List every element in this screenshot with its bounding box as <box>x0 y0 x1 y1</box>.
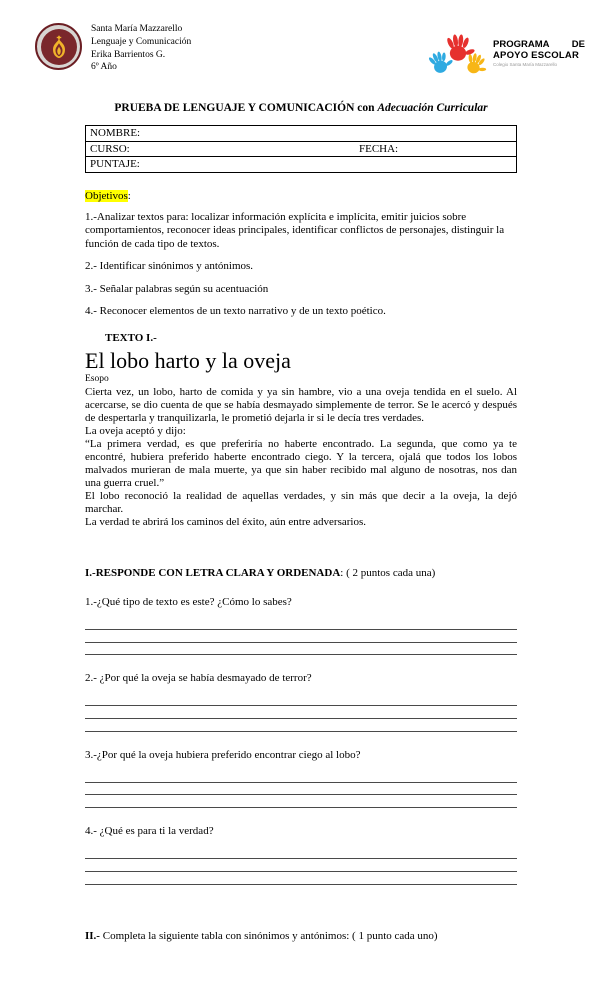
answer-line <box>85 770 517 783</box>
curso-label: CURSO: <box>90 142 130 155</box>
answer-line <box>85 719 517 732</box>
school-info <box>91 23 191 74</box>
story-paragraph-1: Cierta vez, un lobo, harto de comida y ya sin hambre, vio a una oveja tendida en el suelo. Al acercarse, se dio cuenta de que se había desmayado simplemente de terror. Se le acercó y después de despertarla y tranquilizarla, le prometió dejarla ir si le decía tres verdades. <box>85 386 517 425</box>
program-line-2: APOYO ESCOLAR <box>493 50 579 61</box>
objective-item-3: 3.- Señalar palabras según su acentuación <box>85 282 269 295</box>
curso-fecha-row <box>86 142 516 158</box>
program-subtitle: Colegio Santa María Mazzarello <box>493 62 558 67</box>
objectives-label-highlighted: Objetivos <box>85 189 128 202</box>
story-paragraph-4: El lobo reconoció la realidad de aquellas verdades, y sin más que decir a la oveja, la dejó marchar. <box>85 490 517 516</box>
answer-line <box>85 859 517 872</box>
document-header <box>0 0 603 76</box>
school-crest-icon <box>35 23 82 70</box>
document-body <box>0 102 603 942</box>
question-3-text: 3.-¿Por qué la oveja hubiera preferido encontrar ciego al lobo? <box>85 748 361 761</box>
question-block-1 <box>85 596 517 655</box>
student-info-table <box>85 125 517 173</box>
answer-line <box>85 693 517 706</box>
subject-name: Lenguaje y Comunicación <box>91 36 192 47</box>
document-title <box>85 102 517 114</box>
question-2-text: 2.- ¿Por qué la oveja se había desmayado de terror? <box>85 672 312 685</box>
puntaje-row <box>86 157 516 172</box>
question-2-answer-lines <box>85 693 517 731</box>
section-1-heading-bold: I.-RESPONDE CON LETRA CLARA Y ORDENADA <box>85 567 341 580</box>
teacher-name: Erika Barrientos G. <box>91 49 166 60</box>
answer-line <box>85 846 517 859</box>
objective-item-2: 2.- Identificar sinónimos y antónimos. <box>85 260 254 273</box>
story-paragraph-5: La verdad te abrirá los caminos del éxito, aún entre adversarios. <box>85 516 366 529</box>
story-author: Esopo <box>85 374 109 385</box>
program-word-2: DE <box>571 39 585 50</box>
question-4-answer-lines <box>85 846 517 884</box>
grade-level: 6º Año <box>91 62 117 73</box>
fecha-label: FECHA: <box>359 142 399 155</box>
question-1-answer-lines <box>85 617 517 655</box>
question-1-text: 1.-¿Qué tipo de texto es este? ¿Cómo lo sabes? <box>85 596 292 609</box>
objective-item-4: 4.- Reconocer elementos de un texto narrativo y de un texto poético. <box>85 305 386 318</box>
flame-heart-icon <box>49 35 69 59</box>
handprints-icon <box>427 30 489 76</box>
story-text <box>85 386 517 529</box>
section-1-heading-rest: : ( 2 puntos cada una) <box>340 567 436 580</box>
nombre-label: NOMBRE: <box>90 127 141 139</box>
story-paragraph-3: “La primera verdad, es que preferiría no haberte encontrado. La segunda, que como ya te encontré, hubiera preferido haberte encontrado ciego. Y la tercera, ojalá que todos los lobos malvados murieran de mala muerte, ya que sin haber recibido mal alguno de nosotras, nos dan una guerra cruel.” <box>85 438 517 490</box>
puntaje-label: PUNTAJE: <box>90 158 140 170</box>
question-block-2 <box>85 672 517 731</box>
texto-1-label: TEXTO I.- <box>105 332 157 345</box>
program-logo <box>427 30 585 76</box>
question-4-text: 4.- ¿Qué es para ti la verdad? <box>85 825 214 838</box>
objective-item-1: 1.-Analizar textos para: localizar información explícita e implícita, emitir juicios sobre comportamientos, reconocer ideas principales, identificar conflictos de personajes, distinguir la función de cada tipo de textos. <box>85 210 505 250</box>
document-title-main: PRUEBA DE LENGUAJE Y COMUNICACIÓN con <box>114 102 378 114</box>
section-2-heading-rest: Completa la siguiente tabla con sinónimos y antónimos: ( 1 punto cada uno) <box>99 929 438 942</box>
story-title: El lobo harto y la oveja <box>85 348 291 374</box>
question-block-4 <box>85 825 517 884</box>
answer-line <box>85 706 517 719</box>
school-crest-inner <box>41 29 77 65</box>
section-1-heading <box>85 567 517 579</box>
answer-line <box>85 617 517 630</box>
answer-line <box>85 872 517 885</box>
document-title-emphasis: Adecuación Curricular <box>377 102 488 114</box>
section-2-heading-bold: II.- <box>85 929 100 942</box>
answer-line <box>85 630 517 643</box>
nombre-row <box>86 126 516 142</box>
question-block-3 <box>85 749 517 808</box>
answer-line <box>85 795 517 808</box>
section-2-heading <box>85 930 517 942</box>
story-paragraph-2: La oveja aceptó y dijo: <box>85 425 186 438</box>
answer-line <box>85 783 517 796</box>
objectives-colon: : <box>127 189 131 202</box>
objectives-heading <box>85 190 517 202</box>
program-text <box>493 39 585 67</box>
school-name: Santa María Mazzarello <box>91 24 183 34</box>
question-3-answer-lines <box>85 770 517 808</box>
program-word-1: PROGRAMA <box>493 39 550 50</box>
answer-line <box>85 643 517 656</box>
